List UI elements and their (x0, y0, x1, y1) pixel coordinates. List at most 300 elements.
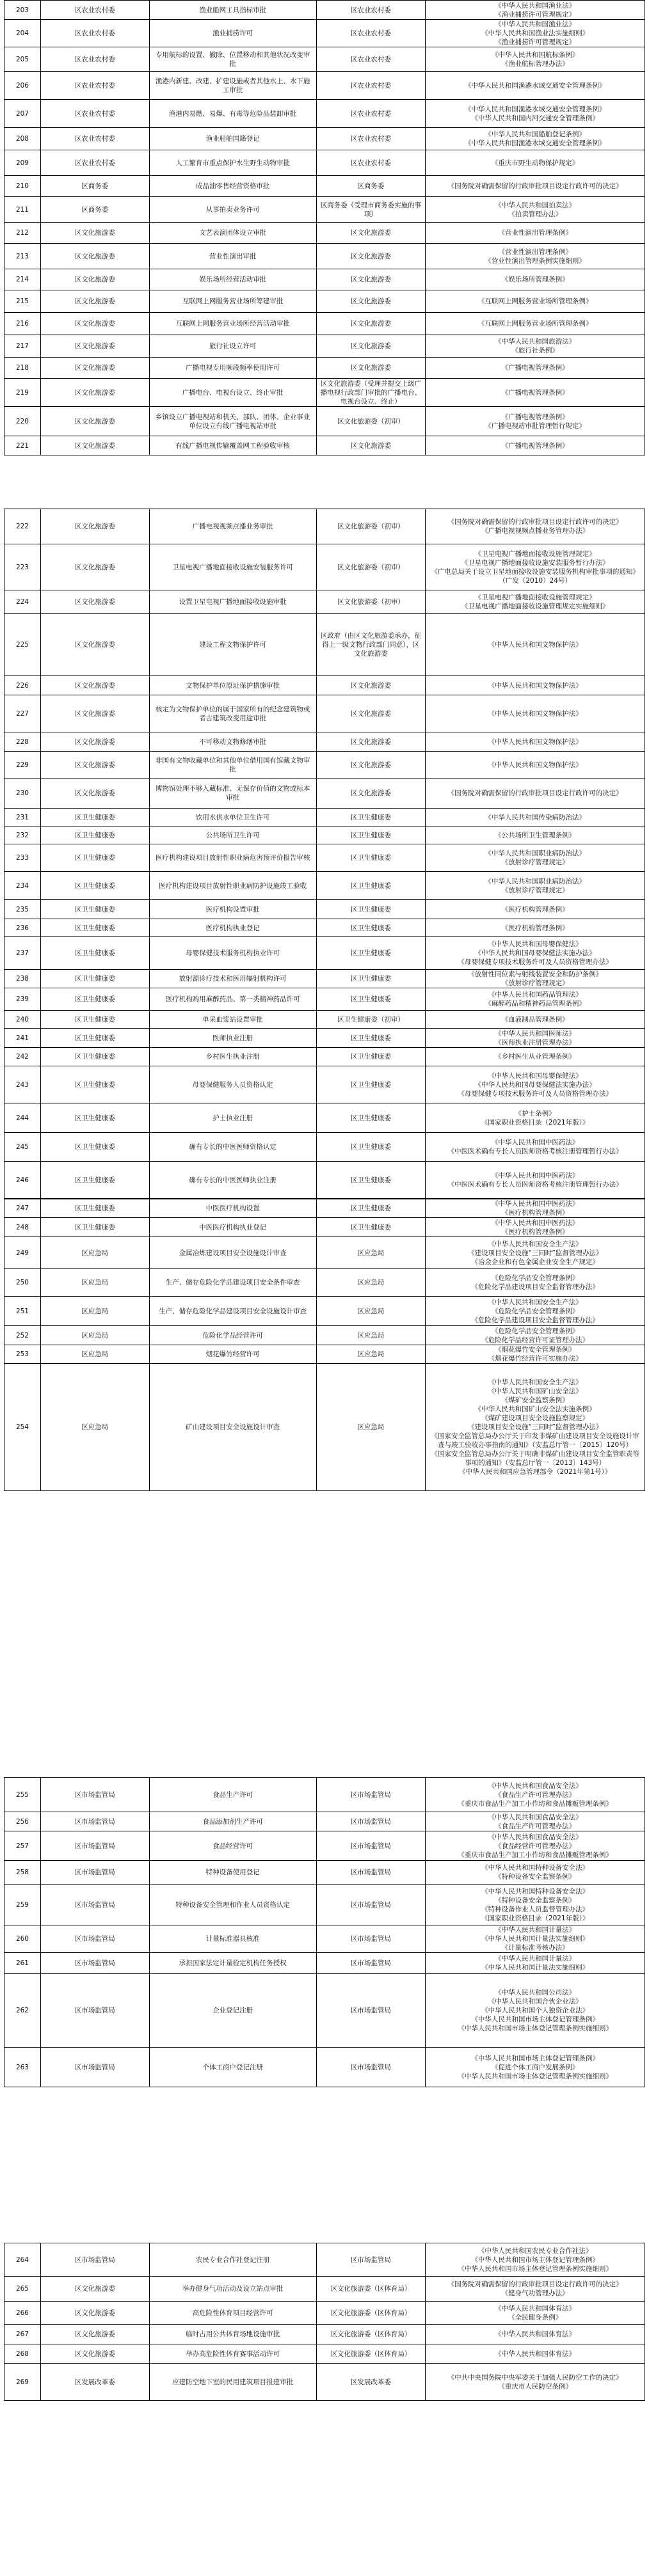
implementing-body-cell: 区应急局 (316, 1364, 426, 1491)
implementing-body-cell: 区应急局 (316, 1237, 426, 1269)
legal-basis-line: 《中华人民共和国渔港水域交通安全管理条例》 (464, 81, 606, 90)
table-row (4, 47, 645, 72)
table-row (4, 1297, 645, 1326)
row-number: 224 (4, 590, 41, 614)
table-row (4, 809, 645, 826)
approval-item-cell: 高危险性体育项目经营许可 (149, 2302, 316, 2325)
approval-item-cell: 渔港内易燃、易爆、有毒等危险品装卸审批 (149, 100, 316, 128)
row-number: 242 (4, 1048, 41, 1066)
table-row (4, 2325, 645, 2344)
row-number: 239 (4, 988, 41, 1011)
legal-basis-line: 《中华人民共和国体育法》 (495, 2350, 576, 2358)
legal-basis-line: 《公共场所卫生管理条例》 (495, 831, 576, 839)
implementing-body-cell: 区市场监管局 (316, 1831, 426, 1861)
implementing-body-cell: 区市场监管局 (316, 1812, 426, 1831)
implementing-body-cell: 区卫生健康委 (316, 872, 426, 900)
approval-item-cell: 矿山建设项目安全设施设计审查 (149, 1364, 316, 1491)
department-cell: 区市场监管局 (40, 1925, 149, 1953)
implementing-body-cell: 区文化旅游委（受理并提交上级广播电视行政部门审批的广播电台、电视台设立、终止） (316, 379, 426, 407)
table-row (4, 676, 645, 695)
legal-basis-cell (426, 1297, 645, 1326)
approval-item-cell: 食品添加剂生产许可 (149, 1812, 316, 1831)
legal-basis-cell (426, 1885, 645, 1925)
approval-items-table (4, 0, 645, 455)
legal-basis-cell (426, 1, 645, 20)
legal-basis-line: 《中华人民共和国农民专业合作社法》 (477, 2247, 593, 2255)
legal-basis-line: 《危险化学品经营许可证管理办法》 (481, 1336, 589, 1344)
implementing-body-cell: 区卫生健康委 (316, 1218, 426, 1237)
department-cell: 区农业农村委 (40, 150, 149, 176)
legal-basis-line: 《中华人民共和国渔业法》 (495, 1, 576, 10)
row-number: 227 (4, 695, 41, 732)
department-cell: 区文化旅游委 (40, 590, 149, 614)
implementing-body-cell: 区卫生健康委 (316, 919, 426, 937)
row-number: 204 (4, 20, 41, 47)
department-cell: 区文化旅游委 (40, 223, 149, 244)
row-number: 266 (4, 2302, 41, 2325)
approval-item-cell: 乡镇设立广播电视站和机关、部队、团体、企业事业单位设立有线广播电视站审批 (149, 407, 316, 436)
table-row (4, 100, 645, 128)
table-row (4, 1925, 645, 1953)
legal-basis-line: 《健身气功管理办法》 (501, 2289, 569, 2297)
table-row (4, 2344, 645, 2364)
implementing-body-cell: 区应急局 (316, 1269, 426, 1297)
approval-item-cell: 成品油零售经营资格审批 (149, 176, 316, 197)
approval-item-cell: 建设工程文物保护许可 (149, 614, 316, 676)
approval-items-table (4, 1777, 645, 2087)
department-cell: 区农业农村委 (40, 72, 149, 100)
legal-basis-line: 《中华人民共和国市场主体登记管理条例实施细则》 (458, 2072, 613, 2080)
legal-basis-line: 《煤矿安全监察条例》 (501, 1396, 569, 1404)
legal-basis-cell (426, 1861, 645, 1885)
table-row (4, 313, 645, 335)
approval-item-cell: 旅行社设立许可 (149, 335, 316, 358)
legal-basis-line: 《重庆市食品生产加工小作坊和食品摊贩管理条例》 (458, 1851, 613, 1859)
approval-item-cell: 金属冶炼建设项目安全设施设计审查 (149, 1237, 316, 1269)
table-row (4, 2048, 645, 2087)
approval-item-cell: 博物馆处理不够入藏标准、无保存价值的文物或标本审批 (149, 778, 316, 809)
table-row (4, 778, 645, 809)
implementing-body-cell: 区卫生健康委 (316, 826, 426, 844)
implementing-body-cell: 区文化旅游委（初审） (316, 544, 426, 590)
legal-basis-cell (426, 778, 645, 809)
legal-basis-cell (426, 407, 645, 436)
row-number: 240 (4, 1011, 41, 1029)
department-cell: 区应急局 (40, 1326, 149, 1345)
table-row (4, 223, 645, 244)
table-row (4, 614, 645, 676)
legal-basis-line: 《中华人民共和国中医药法》 (491, 1139, 579, 1146)
implementing-body-cell: 区文化旅游委 (316, 269, 426, 290)
approval-item-cell: 非国有文物收藏单位和其他单位借用国有馆藏文物审批 (149, 752, 316, 778)
approval-item-cell: 广播电视视频点播业务审批 (149, 509, 316, 544)
approval-item-cell: 医疗机构建设项目放射性职业病防护设施竣工验收 (149, 872, 316, 900)
legal-basis-cell (426, 970, 645, 988)
implementing-body-cell: 区市场监管局 (316, 1861, 426, 1885)
approval-item-cell: 医疗机构执业登记 (149, 919, 316, 937)
legal-basis-line: 《卫星电视广播地面接收设施管理规定》 (474, 549, 596, 558)
implementing-body-cell: 区文化旅游委（区体育局） (316, 2277, 426, 2302)
department-cell: 区文化旅游委 (40, 509, 149, 544)
legal-basis-line: 《国务院对确需保留的行政审批项目设定行政许可的决定》 (447, 2280, 623, 2288)
implementing-body-cell: 区文化旅游委 (316, 695, 426, 732)
legal-basis-cell (426, 1364, 645, 1491)
department-cell: 区农业农村委 (40, 20, 149, 47)
implementing-body-cell: 区文化旅游委 (316, 732, 426, 752)
department-cell: 区文化旅游委 (40, 407, 149, 436)
legal-basis-cell (426, 1345, 645, 1364)
approval-item-cell: 渔业船网工具指标审批 (149, 1, 316, 20)
approval-item-cell: 烟花爆竹经营许可 (149, 1345, 316, 1364)
legal-basis-cell (426, 919, 645, 937)
row-number: 237 (4, 937, 41, 970)
implementing-body-cell: 区文化旅游委（区体育局） (316, 2302, 426, 2325)
department-cell: 区农业农村委 (40, 100, 149, 128)
department-cell: 区市场监管局 (40, 1778, 149, 1812)
legal-basis-cell (426, 379, 645, 407)
legal-basis-line: 《渔业航标管理办法》 (501, 59, 569, 68)
legal-basis-cell (426, 290, 645, 313)
legal-basis-cell (426, 197, 645, 223)
legal-basis-line: 《中华人民共和国食品安全法》 (488, 1833, 582, 1841)
legal-basis-line: 《互联网上网服务营业场所管理条例》 (477, 297, 593, 305)
table-row (4, 1133, 645, 1162)
legal-basis-cell (426, 1162, 645, 1199)
implementing-body-cell: 区市场监管局 (316, 2243, 426, 2277)
legal-basis-line: 《中华人民共和国拍卖法》 (495, 201, 576, 209)
table-row (4, 732, 645, 752)
legal-basis-line: 《中华人民共和国文物保护法》 (488, 681, 582, 690)
implementing-body-cell: 区文化旅游委 (316, 436, 426, 455)
legal-basis-cell (426, 72, 645, 100)
legal-basis-line: 《母婴保健专项技术服务许可及人员资格管理办法》 (458, 1089, 613, 1098)
legal-basis-line: 《国家职业资格目录（2021年版）》 (481, 1118, 589, 1126)
legal-basis-line: 《国家职业资格目录（2021年版）》 (481, 1914, 589, 1922)
department-cell: 区文化旅游委 (40, 2344, 149, 2364)
row-number: 220 (4, 407, 41, 436)
legal-basis-line: 《中华人民共和国特种设备安全法》 (481, 1864, 589, 1872)
department-cell: 区卫生健康委 (40, 826, 149, 844)
legal-basis-cell (426, 1326, 645, 1345)
row-number: 210 (4, 176, 41, 197)
implementing-body-cell: 区农业农村委 (316, 150, 426, 176)
legal-basis-line: 《拍卖管理办法》 (508, 210, 563, 218)
table-row (4, 1778, 645, 1812)
legal-basis-line: 《重庆市野生动物保护规定》 (491, 159, 579, 167)
legal-basis-cell (426, 1925, 645, 1953)
implementing-body-cell: 区农业农村委 (316, 72, 426, 100)
table-row (4, 128, 645, 150)
legal-basis-cell (426, 100, 645, 128)
department-cell: 区文化旅游委 (40, 695, 149, 732)
department-cell: 区农业农村委 (40, 1, 149, 20)
approval-item-cell: 临时占用公共体育场地设施审批 (149, 2325, 316, 2344)
legal-basis-line: 《中华人民共和国文物保护法》 (488, 761, 582, 769)
legal-basis-cell (426, 1066, 645, 1103)
legal-basis-line: 《食品生产许可管理办法》 (495, 1790, 576, 1799)
table-row (4, 1326, 645, 1345)
approval-item-cell: 广播电视专用频段频率使用许可 (149, 358, 316, 379)
legal-basis-line: 《食品生产许可管理办法》 (495, 1822, 576, 1830)
legal-basis-line: 《广播电视管理条例》 (501, 388, 569, 397)
legal-basis-line: 《卫星电视广播地面接收设施管理规定》 (474, 594, 596, 601)
legal-basis-line: 《医疗机构管理条例》 (501, 924, 569, 932)
table-row (4, 1, 645, 20)
implementing-body-cell: 区文化旅游委 (316, 358, 426, 379)
row-number: 243 (4, 1066, 41, 1103)
approval-item-cell: 承担国家法定计量检定机构任务授权 (149, 1953, 316, 1974)
department-cell: 区商务委 (40, 176, 149, 197)
table-row (4, 269, 645, 290)
row-number: 212 (4, 223, 41, 244)
legal-basis-cell (426, 2243, 645, 2277)
legal-basis-line: 《血液制品管理条例》 (501, 1015, 569, 1023)
department-cell: 区市场监管局 (40, 1953, 149, 1974)
row-number: 206 (4, 72, 41, 100)
legal-basis-line: 《国务院对确需保留的行政审批项目设定行政许可的决定》 (447, 518, 623, 526)
legal-basis-cell (426, 1199, 645, 1218)
row-number: 241 (4, 1029, 41, 1048)
legal-basis-line: 《广播电视管理条例》 (501, 441, 569, 450)
approval-item-cell: 互联网上网服务营业场所筹建审批 (149, 290, 316, 313)
department-cell: 区文化旅游委 (40, 778, 149, 809)
approval-item-cell: 举办健身气功活动及设立站点审批 (149, 2277, 316, 2302)
department-cell: 区卫生健康委 (40, 872, 149, 900)
legal-basis-line: 《特种设备作业人员监督管理办法》 (481, 1905, 589, 1913)
legal-basis-line: 《中华人民共和国安全生产法》 (488, 1240, 582, 1248)
legal-basis-line: 《危险化学品安全管理条例》 (491, 1307, 579, 1315)
row-number: 245 (4, 1133, 41, 1162)
row-number: 230 (4, 778, 41, 809)
legal-basis-line: 《中华人民共和国食品安全法》 (488, 1782, 582, 1790)
row-number: 208 (4, 128, 41, 150)
table-row (4, 358, 645, 379)
table-row (4, 2243, 645, 2277)
department-cell: 区卫生健康委 (40, 1066, 149, 1103)
implementing-body-cell: 区应急局 (316, 1297, 426, 1326)
implementing-body-cell: 区卫生健康委 (316, 1162, 426, 1199)
legal-basis-line: 《中华人民共和国矿山安全法实施条例》 (474, 1405, 596, 1413)
row-number: 205 (4, 47, 41, 72)
implementing-body-cell: 区卫生健康委（初审） (316, 1011, 426, 1029)
table-row (4, 509, 645, 544)
legal-basis-line: 《中华人民共和国渔业法实施细则》 (481, 29, 589, 37)
legal-basis-line: 《建设项目安全设施“三同时”监督管理办法》 (467, 1249, 603, 1257)
department-cell: 区农业农村委 (40, 128, 149, 150)
legal-basis-line: 《中华人民共和国市场主体登记管理条例实施细则》 (458, 2025, 613, 2032)
table-row (4, 1237, 645, 1269)
legal-basis-line: 《渔业捕捞许可管理规定》 (495, 10, 576, 19)
implementing-body-cell: 区政府（由区文化旅游委承办，征得上一级文物行政部门同意），区文化旅游委 (316, 614, 426, 676)
row-number: 265 (4, 2277, 41, 2302)
legal-basis-line: 《煤矿建设项目安全设施监察规定》 (481, 1414, 589, 1422)
implementing-body-cell: 区文化旅游委 (316, 290, 426, 313)
approval-item-cell: 广播电台、电视台设立、终止审批 (149, 379, 316, 407)
legal-basis-line: 《中华人民共和国内河交通安全管理条例》 (471, 114, 599, 122)
legal-basis-line: 《中华人民共和国应急管理部令（2021年第1号）》 (459, 1468, 612, 1476)
legal-basis-line: 《中华人民共和国旅游法》 (495, 338, 576, 345)
row-number: 215 (4, 290, 41, 313)
legal-basis-line: 《促进个体工商户发展条例》 (491, 2063, 579, 2071)
department-cell: 区应急局 (40, 1297, 149, 1326)
legal-basis-line: 《中华人民共和国市场主体登记管理条例》 (471, 2256, 599, 2264)
legal-basis-line: 《中华人民共和国食品安全法》 (488, 1813, 582, 1821)
implementing-body-cell: 区农业农村委 (316, 47, 426, 72)
legal-basis-line: 《中华人民共和国中医药法》 (491, 1219, 579, 1227)
table-row (4, 1066, 645, 1103)
approval-item-cell: 公共场所卫生许可 (149, 826, 316, 844)
legal-basis-line: 《重庆市人民防空条例》 (498, 2382, 572, 2390)
legal-basis-cell (426, 150, 645, 176)
approval-item-cell: 不可移动文物修缮审批 (149, 732, 316, 752)
approval-item-cell: 食品经营许可 (149, 1831, 316, 1861)
table-row (4, 544, 645, 590)
approval-item-cell: 确有专长的中医医师资格认定 (149, 1133, 316, 1162)
legal-basis-line: 《广播电视站审批管理暂行规定》 (485, 422, 586, 430)
approval-item-cell: 计量标准器具核准 (149, 1925, 316, 1953)
implementing-body-cell: 区卫生健康委 (316, 1029, 426, 1048)
row-number: 252 (4, 1326, 41, 1345)
approval-item-cell: 企业登记注册 (149, 1974, 316, 2048)
row-number: 248 (4, 1218, 41, 1237)
approval-item-cell: 特种设备使用登记 (149, 1861, 316, 1885)
legal-basis-line: 《中华人民共和国传染病防治法》 (485, 813, 586, 821)
legal-basis-line: 《医疗机构管理条例》 (501, 1228, 569, 1236)
legal-basis-line: 《国家安全监管总局办公厅关于明确非煤矿山建设项目安全监管职责等事项的通知》（安监总厅管一〔2013〕143号） (431, 1450, 639, 1467)
legal-basis-cell (426, 358, 645, 379)
implementing-body-cell: 区商务委（受理市商务委实施的事项） (316, 197, 426, 223)
table-row (4, 1162, 645, 1199)
approval-item-cell: 母婴保健技术服务机构执业许可 (149, 937, 316, 970)
legal-basis-line: 《中华人民共和国渔港水域交通安全管理条例》 (464, 105, 606, 113)
approval-item-cell: 核定为文物保护单位的属于国家所有的纪念建筑物或者古建筑改变用途审批 (149, 695, 316, 732)
legal-basis-line: 《中华人民共和国市场主体登记管理条例实施细则》 (458, 2264, 613, 2273)
legal-basis-cell (426, 1831, 645, 1861)
legal-basis-line: 《中华人民共和国母婴保健法实施办法》 (474, 1080, 596, 1089)
approval-item-cell: 从事拍卖业务许可 (149, 197, 316, 223)
approval-items-table (4, 1199, 645, 1491)
row-number: 255 (4, 1778, 41, 1812)
legal-basis-cell (426, 335, 645, 358)
legal-basis-line: 《中华人民共和国文物保护法》 (488, 709, 582, 718)
implementing-body-cell: 区卫生健康委 (316, 809, 426, 826)
table-row (4, 970, 645, 988)
table-row (4, 919, 645, 937)
legal-basis-line: 《中华人民共和国安全生产法》 (488, 1298, 582, 1306)
approval-item-cell: 乡村医生执业注册 (149, 1048, 316, 1066)
row-number: 226 (4, 676, 41, 695)
approval-item-cell: 单采血浆站设置审批 (149, 1011, 316, 1029)
implementing-body-cell: 区文化旅游委 (316, 752, 426, 778)
legal-basis-cell (426, 544, 645, 590)
legal-basis-line: 《国家安全监管总局办公厅关于印发非煤矿山建设项目安全设施设计审查与竣工验收办事指南的通知》（安监总厅管一〔2015〕120号） (431, 1432, 639, 1449)
legal-basis-cell (426, 1812, 645, 1831)
table-row (4, 1011, 645, 1029)
legal-basis-cell (426, 1237, 645, 1269)
legal-basis-cell (426, 1029, 645, 1048)
approval-item-cell: 人工繁育市重点保护水生野生动物审批 (149, 150, 316, 176)
row-number: 209 (4, 150, 41, 176)
department-cell: 区卫生健康委 (40, 1048, 149, 1066)
legal-basis-cell (426, 20, 645, 47)
legal-basis-line: 《中华人民共和国安全生产法》 (488, 1379, 582, 1386)
legal-basis-line: 《营业性演出管理条例》 (498, 229, 572, 237)
legal-basis-line: 《中华人民共和国文物保护法》 (488, 738, 582, 746)
department-cell: 区文化旅游委 (40, 752, 149, 778)
legal-basis-cell (426, 244, 645, 269)
legal-basis-line: 《中华人民共和国公司法》 (495, 1989, 576, 1996)
department-cell: 区卫生健康委 (40, 937, 149, 970)
department-cell: 区文化旅游委 (40, 2302, 149, 2325)
legal-basis-line: 《中华人民共和国母婴保健法实施办法》 (474, 949, 596, 957)
legal-basis-line: 《旅行社条例》 (511, 347, 559, 354)
approval-item-cell: 应建防空地下室的民用建筑项目报建审批 (149, 2364, 316, 2401)
legal-basis-line: 《医师执业注册管理办法》 (495, 1038, 576, 1047)
table-row (4, 2277, 645, 2302)
row-number: 257 (4, 1831, 41, 1861)
table-row (4, 1364, 645, 1491)
department-cell: 区文化旅游委 (40, 335, 149, 358)
department-cell: 区卫生健康委 (40, 1029, 149, 1048)
implementing-body-cell: 区文化旅游委 (316, 244, 426, 269)
department-cell: 区文化旅游委 (40, 2325, 149, 2344)
legal-basis-line: 《全民健身条例》 (508, 2313, 563, 2321)
department-cell: 区市场监管局 (40, 1974, 149, 2048)
implementing-body-cell: 区卫生健康委 (316, 988, 426, 1011)
implementing-body-cell: 区市场监管局 (316, 1974, 426, 2048)
legal-basis-line: 《广播电视管理条例》 (501, 413, 569, 421)
legal-basis-cell (426, 2344, 645, 2364)
legal-basis-cell (426, 1778, 645, 1812)
legal-basis-line: 《中华人民共和国中医药法》 (491, 1171, 579, 1180)
row-number: 234 (4, 872, 41, 900)
legal-basis-line: 《广播电视管理条例》 (501, 364, 569, 372)
table-row (4, 1218, 645, 1237)
table-row (4, 1953, 645, 1974)
department-cell: 区市场监管局 (40, 1831, 149, 1861)
row-number: 267 (4, 2325, 41, 2344)
approval-item-cell: 专用航标的设置、撤除、位置移动和其他状况改变审批 (149, 47, 316, 72)
row-number: 235 (4, 900, 41, 919)
row-number: 268 (4, 2344, 41, 2364)
approval-item-cell: 文艺表演团体设立审批 (149, 223, 316, 244)
legal-basis-line: 《渔业捕捞许可管理规定》 (495, 38, 576, 46)
legal-basis-cell (426, 752, 645, 778)
legal-basis-line: 《中华人民共和国市场主体登记管理条例》 (471, 2054, 599, 2062)
table-row (4, 1345, 645, 1364)
row-number: 256 (4, 1812, 41, 1831)
legal-basis-line: 《烟花爆竹经营许可实施办法》 (488, 1355, 582, 1363)
legal-basis-line: 《中华人民共和国计量法实施细则》 (481, 1964, 589, 1972)
table-row (4, 1974, 645, 2048)
legal-basis-cell (426, 1048, 645, 1066)
legal-basis-cell (426, 176, 645, 197)
row-number: 232 (4, 826, 41, 844)
row-number: 236 (4, 919, 41, 937)
legal-basis-cell (426, 1103, 645, 1133)
row-number: 214 (4, 269, 41, 290)
department-cell: 区文化旅游委 (40, 436, 149, 455)
legal-basis-line: 《国务院对确需保留的行政审批项目设定行政许可的决定》 (447, 182, 623, 190)
legal-basis-line: 《中华人民共和国体育法》 (495, 2304, 576, 2312)
implementing-body-cell: 区卫生健康委 (316, 844, 426, 872)
department-cell: 区文化旅游委 (40, 358, 149, 379)
department-cell: 区卫生健康委 (40, 1103, 149, 1133)
legal-basis-cell (426, 1269, 645, 1297)
department-cell: 区卫生健康委 (40, 844, 149, 872)
legal-basis-line: 《中华人民共和国职业病防治法》 (485, 849, 586, 857)
row-number: 229 (4, 752, 41, 778)
